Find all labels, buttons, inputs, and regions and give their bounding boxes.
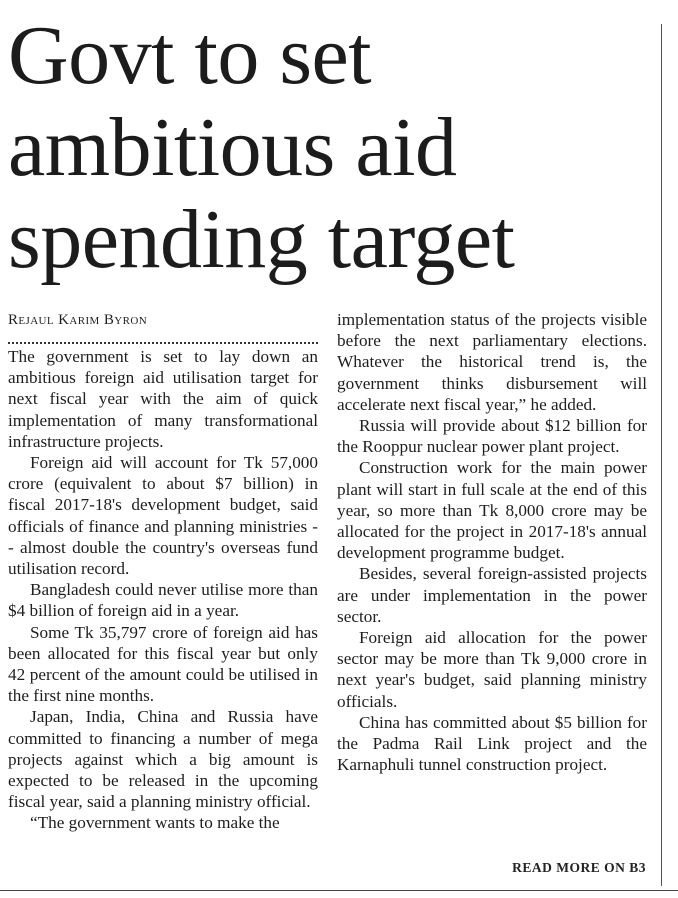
byline: Rejaul Karim Byron xyxy=(8,312,148,328)
paragraph: Japan, India, China and Russia have committed to financing a number of mega projects against which a big amount is expected to be released in the upcoming fiscal year, said a planning ministry official. xyxy=(8,707,318,812)
read-more-link[interactable]: READ MORE ON B3 xyxy=(512,860,646,875)
paragraph: Some Tk 35,797 crore of foreign aid has been allocated for this fiscal year but only 42 percent of the amount could be utilised in the first nine months. xyxy=(8,622,318,706)
byline-dotted-divider xyxy=(8,336,318,344)
paragraph: Foreign aid will account for Tk 57,000 crore (equivalent to about $7 billion) in fiscal 2017-18's development budget, said officials of finance and planning ministries -- almost double the country's overseas fund utilisation record. xyxy=(8,453,318,579)
paragraph: “The government wants to make the xyxy=(30,813,280,833)
headline-line-1: Govt to set xyxy=(8,9,372,102)
bottom-rule xyxy=(0,890,678,891)
paragraph: The government is set to lay down an ambitious foreign aid utilisation target for next fiscal year with the aim of quick implementation of many transformational infrastructure projects. xyxy=(8,347,318,451)
paragraph: Construction work for the main power plant will start in full scale at the end of this year, so more than Tk 8,000 crore may be allocated for the project in 2017-18's annual development programme budget. xyxy=(337,458,647,563)
paragraph: Besides, several foreign-assisted projects are under implementation in the power sector. xyxy=(337,564,647,626)
paragraph: Russia will provide about $12 billion for the Rooppur nuclear power plant project. xyxy=(337,416,647,457)
column-rule-right xyxy=(661,24,662,886)
article-column-right xyxy=(337,309,647,775)
headline-line-3: spending target xyxy=(8,193,515,286)
paragraph: Bangladesh could never utilise more than $4 billion of foreign aid in a year. xyxy=(8,580,318,621)
paragraph: implementation status of the projects visible before the next parliamentary elections. Whatever the historical trend is, the government thinks disbursement will accelerate next fiscal year,” he added. xyxy=(337,310,647,414)
article-column-left xyxy=(8,309,318,834)
paragraph: China has committed about $5 billion for the Padma Rail Link project and the Karnaphuli tunnel construction project. xyxy=(337,712,647,775)
paragraph: Foreign aid allocation for the power sector may be more than Tk 9,000 crore in next year's budget, said planning ministry officials. xyxy=(337,628,647,711)
headline-line-2: ambitious aid xyxy=(8,101,457,194)
headline xyxy=(8,10,658,286)
